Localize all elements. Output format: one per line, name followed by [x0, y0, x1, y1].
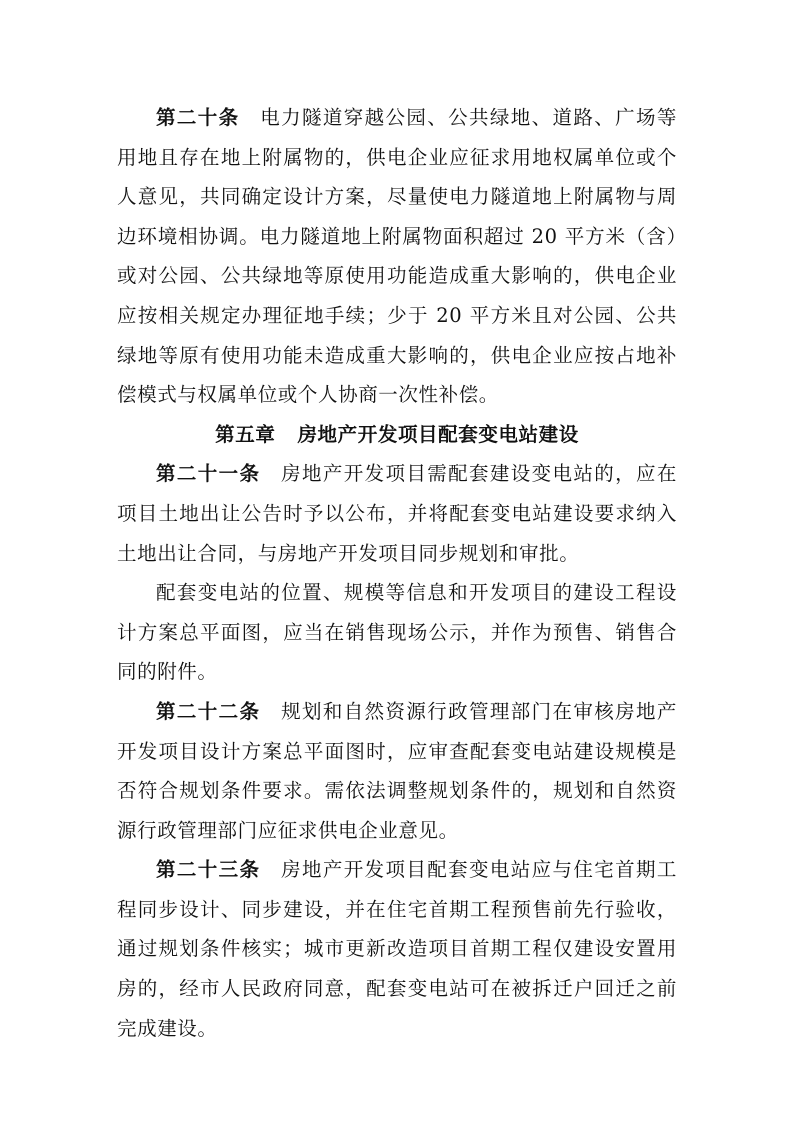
article-text: 规划和自然资源行政管理部门在审核房地产开发项目设计方案总平面图时，应审查配套变电站建设规模是否符合规划条件要求。需依法调整规划条件的，规划和自然资源行政管理部门应征求供电企业意见。 — [117, 699, 677, 842]
article-label: 第二十三条 — [156, 858, 261, 882]
article-text: 房地产开发项目需配套建设变电站的，应在项目土地出让公告时予以公布，并将配套变电站建设要求纳入土地出让合同，与房地产开发项目同步规划和审批。 — [117, 462, 677, 565]
article-label: 第二十条 — [156, 106, 240, 129]
article-22 — [117, 692, 677, 850]
article-21-paragraph-2 — [117, 573, 677, 692]
article-20 — [117, 98, 677, 415]
article-label: 第二十二条 — [156, 699, 261, 723]
chapter-number: 第五章 — [215, 422, 276, 446]
article-text: 房地产开发项目配套变电站应与住宅首期工程同步设计、同步建设，并在住宅首期工程预售前先行验收，通过规划条件核实；城市更新改造项目首期工程仅建设安置用房的，经市人民政府同意，配套变电站可在被拆迁户回迁之前完成建设。 — [117, 858, 677, 1040]
article-text: 电力隧道穿越公园、公共绿地、道路、广场等用地且存在地上附属物的，供电企业应征求用地权属单位或个人意见，共同确定设计方案，尽量使电力隧道地上附属物与周边环境相协调。电力隧道地上附属物面积超过 20 平方米（含）或对公园、公共绿地等原使用功能造成重大影响的，供电企业应按相关规定办理征地手续；少于 20 平方米且对公园、公共绿地等原有使用功能未造成重大影响的，供电企业应按占地补偿模式与权属单位或个人协商一次性补偿。 — [117, 106, 677, 407]
article-label: 第二十一条 — [156, 462, 261, 486]
chapter-title: 房地产开发项目配套变电站建设 — [297, 422, 579, 446]
article-21 — [117, 454, 677, 573]
chapter-heading — [117, 415, 677, 455]
article-23 — [117, 850, 677, 1048]
document-body — [117, 98, 677, 1048]
paragraph-text: 配套变电站的位置、规模等信息和开发项目的建设工程设计方案总平面图，应当在销售现场公示，并作为预售、销售合同的附件。 — [117, 581, 677, 684]
